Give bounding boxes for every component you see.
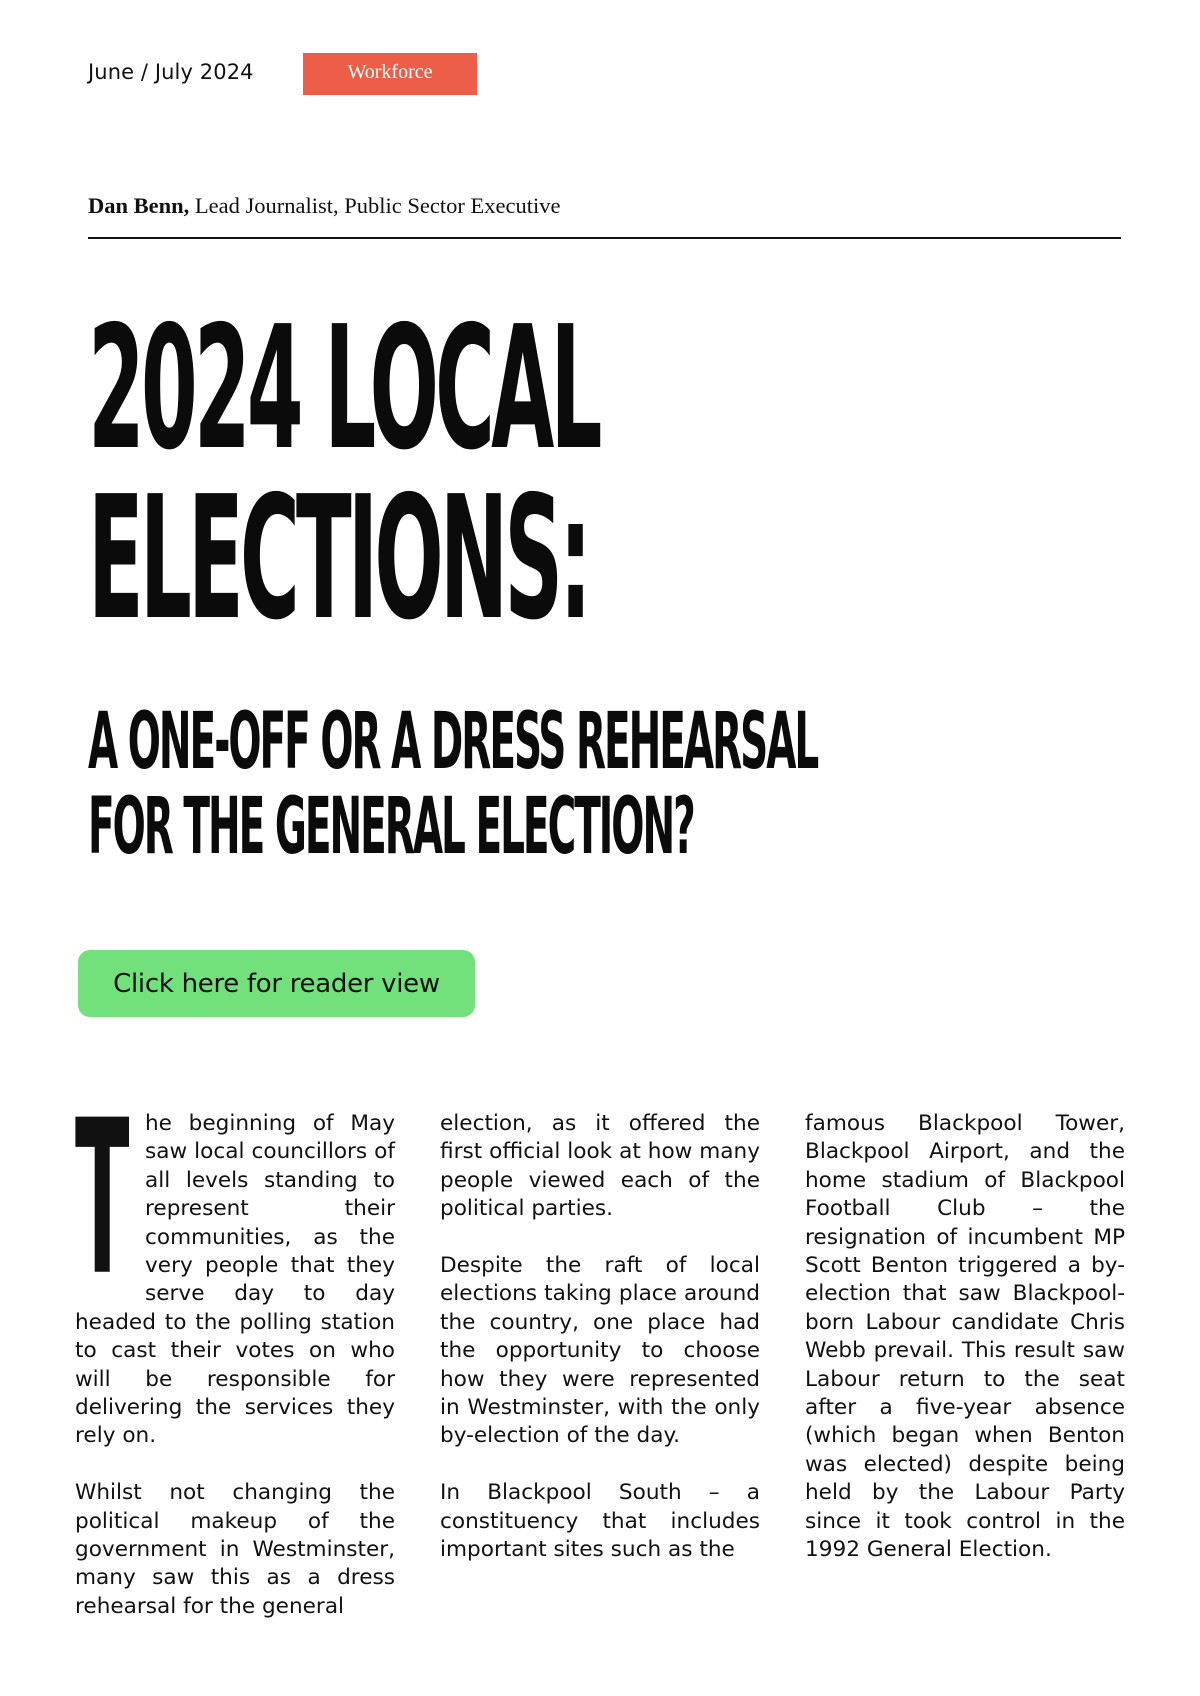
category-tag[interactable]: Workforce	[303, 53, 477, 95]
article-headline	[88, 290, 599, 658]
reader-view-button[interactable]: Click here for reader view	[78, 950, 475, 1017]
article-subheadline	[88, 697, 818, 872]
paragraph: Despite the raft of local elections taking place around the country, one place had the opportunity to choose how they were represented in Westminster, with the only by-election of the day.	[440, 1253, 760, 1449]
article-column-3	[805, 1110, 1125, 1565]
issue-date: June / July 2024	[88, 60, 254, 84]
subheadline-line-2: FOR THE GENERAL ELECTION?	[88, 782, 694, 872]
headline-line-2: ELECTIONS:	[88, 460, 589, 658]
headline-line-1: 2024 LOCAL	[88, 290, 599, 488]
author-role: Lead Journalist, Public Sector Executive	[189, 193, 561, 218]
author-name: Dan Benn,	[88, 193, 190, 218]
paragraph: famous Blackpool Tower, Blackpool Airport, and the home stadium of Blackpool Football Club – the resignation of incumbent MP Scott Benton triggered a by-election that saw Blackpool-born Labour candidate Chris Webb prevail. This result saw Labour return to the seat after a five-year absence (which began when Benton was elected) despite being held by the Labour Party since it took control in the 1992 General Election.	[805, 1111, 1125, 1563]
article-column-1	[75, 1074, 395, 1621]
article-column-2	[440, 1110, 760, 1564]
subheadline-line-1: A ONE-OFF OR A DRESS REHEARSAL	[88, 697, 818, 787]
paragraph: election, as it offered the first official look at how many people viewed each of the political parties.	[440, 1111, 760, 1222]
byline	[88, 193, 560, 219]
drop-cap: T	[75, 1074, 127, 1323]
header-divider	[88, 237, 1121, 239]
paragraph: In Blackpool South – a constituency that includes important sites such as the	[440, 1480, 760, 1563]
paragraph: The beginning of May saw local councillors of all levels standing to represent their communities, as the very people that they serve day to day headed to the polling station to cast their votes on who will be responsible for delivering the services they rely on.	[75, 1074, 395, 1449]
paragraph: Whilst not changing the political makeup of the government in Westminster, many saw this as a dress rehearsal for the general	[75, 1480, 395, 1619]
